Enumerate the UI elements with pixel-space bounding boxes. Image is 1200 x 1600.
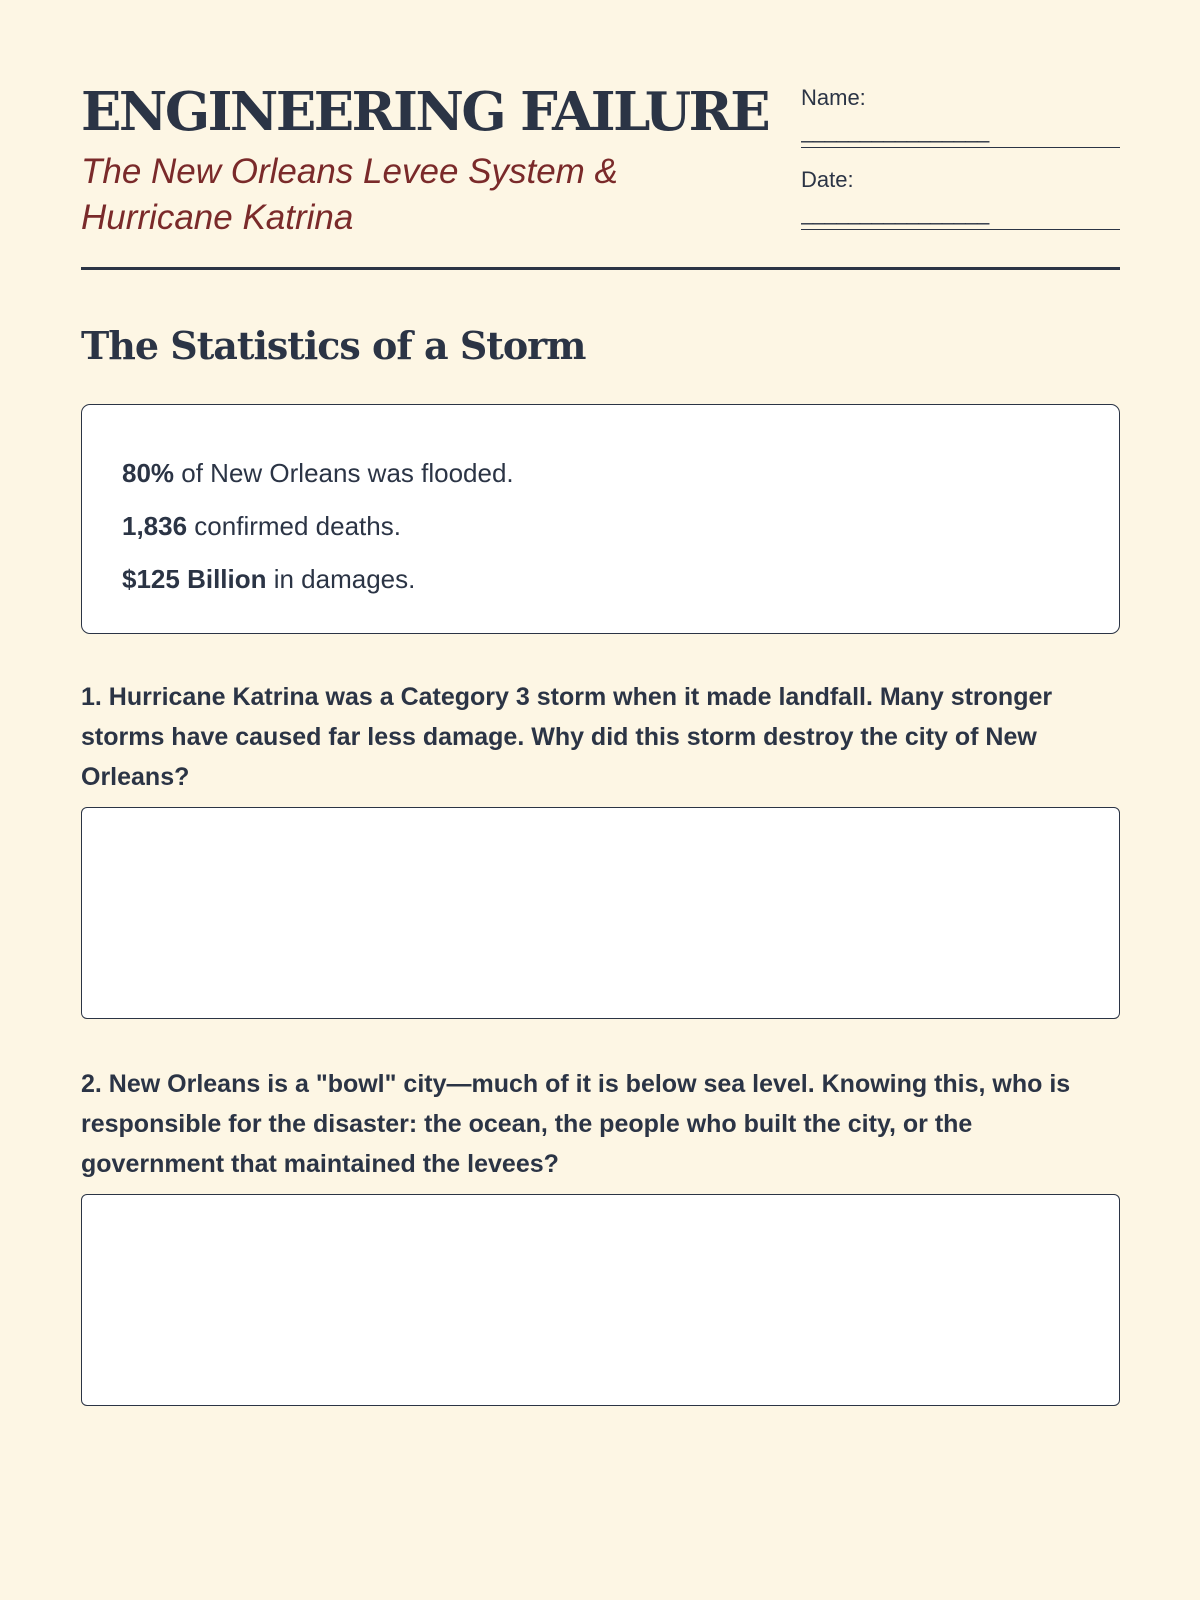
question-1: 1. Hurricane Katrina was a Category 3 storm when it made landfall. Many stronger storms have caused far less damage. Why did this storm destroy the city of New Orleans? — [81, 683, 1053, 791]
answer-box-1[interactable] — [81, 807, 1120, 1019]
stat-text: in damages. — [266, 564, 416, 594]
name-label: Name: — [801, 85, 866, 110]
stat-value: 1,836 — [122, 511, 188, 541]
stat-text: confirmed deaths. — [187, 511, 401, 541]
date-label: Date: — [801, 167, 854, 192]
section-heading: The Statistics of a Storm — [81, 323, 586, 368]
worksheet-page — [81, 0, 1120, 1178]
worksheet-header — [81, 0, 1120, 270]
stats-box — [81, 404, 1120, 634]
stat-text: of New Orleans was flooded. — [174, 458, 514, 488]
date-blank: ________________ — [801, 200, 989, 225]
worksheet-subtitle: The New Orleans Levee System & Hurricane Katrina — [81, 152, 618, 237]
stat-item — [122, 553, 1079, 606]
stat-value: $125 Billion — [122, 564, 267, 594]
date-blank-line[interactable] — [801, 196, 1120, 230]
date-field — [801, 166, 1120, 248]
name-blank-line[interactable] — [801, 114, 1120, 148]
student-info-fields — [801, 84, 1120, 248]
stat-item — [122, 500, 1079, 553]
answer-box-2[interactable] — [81, 1194, 1120, 1406]
stat-value: 80% — [122, 458, 175, 488]
question-2: 2. New Orleans is a "bowl" city—much of it is below sea level. Knowing this, who is responsible for the disaster: the ocean, the people who built the city, or the government that maintained the levees? — [81, 1070, 1071, 1178]
name-field — [801, 84, 1120, 166]
worksheet-title: ENGINEERING FAILURE — [81, 81, 769, 143]
name-blank: ________________ — [801, 118, 989, 143]
stat-item — [122, 447, 1079, 500]
